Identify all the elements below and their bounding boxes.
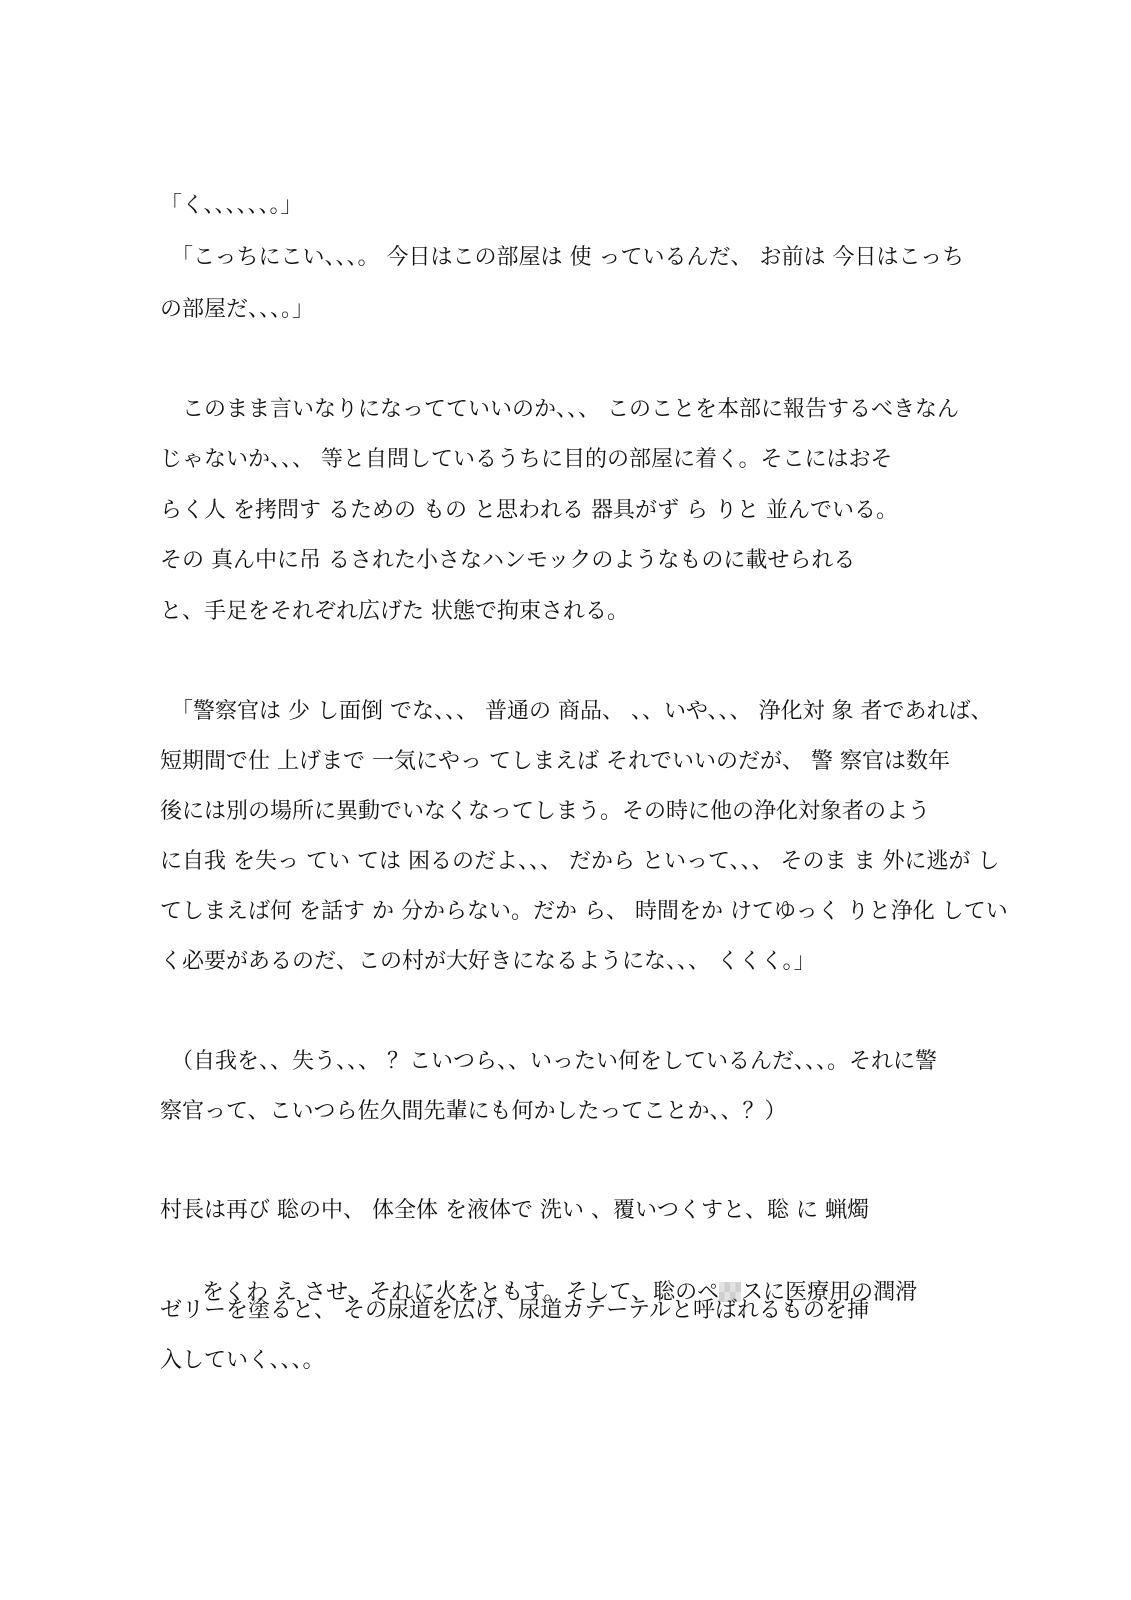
text-line: （自我を、、失う、、、 ？こいつら、、いったい何をしているんだ、、、。それに警 [160,1049,937,1074]
text-segment: スに医療用の潤滑 [741,1280,918,1305]
text-line: じゃないか、、、 等と自問しているうちに目的の部屋に着く。そこにはおそ [160,447,893,472]
text-line: てしまえば何 を話す か 分からない。だか ら、 時間をか けてゆっく りと浄化 してい [160,899,1008,924]
text-line: らく人 を拷問す るための もの と思われる 器具がず ら りと 並んでいる。 [160,498,898,523]
text-line: く必要があるのだ、この村が大好きになるようにな、、、 くくく。」 [160,949,816,974]
text-line: 「こっちにこい、、、。 今日はこの部屋は 使 っているんだ、 お前は 今日はこっち [160,245,965,270]
text-line: その 真ん中に吊 るされた小さなハンモックのようなものに載せられる [160,548,856,573]
text-line: 「く、、、、、、。」 [160,193,303,218]
text-segment: をくわ え させ、それに火をともす。そして、聡のペ [201,1280,720,1305]
text-line [160,1245,918,1305]
text-line: このまま言いなりになってていいのか、、、 このことを本部に報告するべきなん [160,397,959,422]
text-line: 後には別の場所に異動でいなくなってしまう。その時に他の浄化対象者のよう [160,799,931,824]
text-line: と、手足をそれぞれ広げた 状態で拘束される。 [160,599,629,624]
text-line: 短期間で仕 上げまで 一気にやっ てしまえば それでいいのだが、 警 察官は数年 [160,749,950,774]
text-line: に自我 を失っ てい ては 困るのだよ、、、 だから といって、、、 そのま ま 外に逃が し [160,849,1000,874]
text-line: 察官って、こいつら佐久間先輩にも何かしたってことか、、？） [160,1099,787,1124]
text-line: 入していく、、、。 [160,1348,325,1373]
text-line: 「警察官は 少 し面倒 でな、、、 普通の 商品、 、、いや、、、 浄化対 象 者であれば、 [160,699,993,724]
text-line: ゼリーを塗ると、 その尿道を広げ、尿道カテーテルと呼ばれるものを挿 [160,1298,870,1323]
text-line: 村長は再び 聡の中、 体全体 を液体で 洗い 、覆いつくすと、聡 に 蝋燭 [160,1198,869,1223]
text-line: の部屋だ、、、。」 [160,297,315,322]
